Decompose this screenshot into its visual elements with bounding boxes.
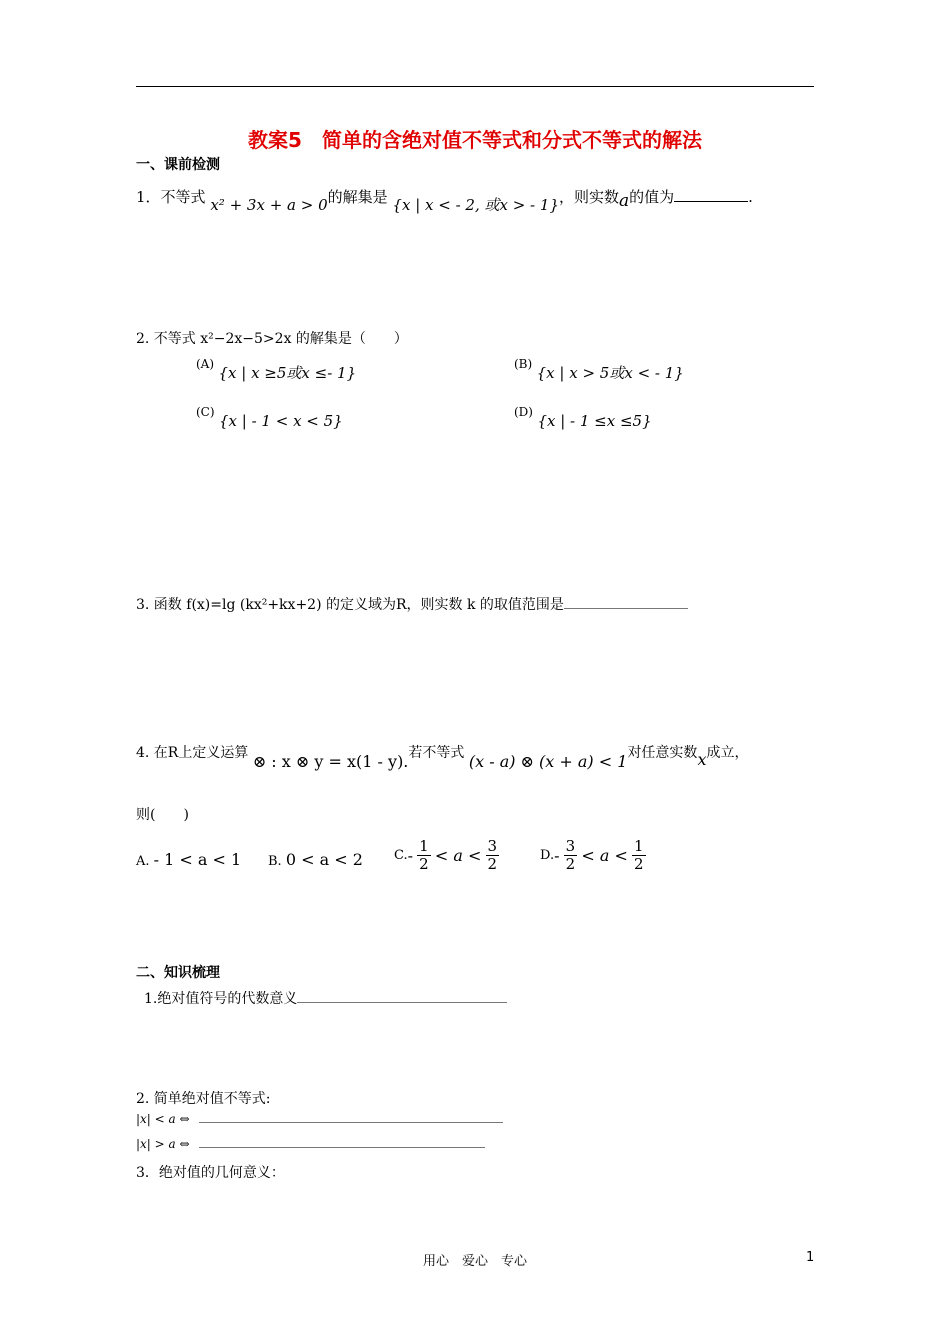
question-4	[136, 742, 749, 771]
q2-option-c-label: (C)	[196, 405, 215, 419]
q4-option-c-f2-num: 3	[487, 837, 498, 855]
q1-pre: 不等式	[160, 188, 206, 206]
q1-var: a	[619, 191, 630, 211]
q4-option-c-fraction-2	[486, 838, 500, 873]
knowledge-item-1-text: 1.绝对值符号的代数意义	[144, 991, 298, 1007]
q4-mid: 若不等式	[408, 745, 465, 761]
q3-answer-blank[interactable]	[564, 608, 688, 609]
q2-option-b-label: (B)	[514, 357, 533, 371]
q4-option-d-f2-den: 2	[634, 855, 644, 873]
abs-greater-than-blank[interactable]	[199, 1147, 485, 1148]
q4-option-c-f1-num: 1	[419, 837, 429, 855]
q4-var: x	[697, 750, 707, 769]
page-title: 教案5 简单的含绝对值不等式和分式不等式的解法	[248, 128, 702, 152]
q4-option-c-fraction-1	[417, 838, 431, 873]
abs-greater-than-text: |x| > a ⇔	[136, 1137, 190, 1151]
q4-option-d-mid: < a <	[581, 846, 628, 865]
q2-option-d[interactable]	[514, 402, 652, 430]
q4-option-a-label: A.	[136, 854, 150, 869]
q1-number: 1．	[136, 188, 161, 206]
question-2-stem: 2. 不等式 x²−2x−5>2x 的解集是（ ）	[136, 331, 408, 347]
q4-option-d[interactable]	[540, 838, 646, 873]
knowledge-item-1	[144, 988, 507, 1008]
q4-option-a-text: - 1 < a < 1	[153, 850, 242, 869]
knowledge-item-3: 3．绝对值的几何意义：	[136, 1165, 285, 1181]
q4-option-d-f1-den: 2	[565, 855, 576, 873]
q1-mid: 的解集是	[327, 188, 388, 206]
section-heading-knowledge: 二、知识梳理	[136, 965, 220, 981]
q4-inequality: (x - a) ⊗ (x + a) < 1	[468, 752, 628, 771]
q2-option-b-text: {x | x > 5或x < - 1}	[536, 364, 684, 382]
q4-option-b-label: B.	[268, 854, 282, 869]
q4-option-c-minus: -	[407, 846, 414, 865]
q4-answer-prompt: 则( )	[136, 807, 189, 823]
q4-option-d-f2-num: 1	[634, 837, 644, 855]
q2-option-c-text: {x | - 1 < x < 5}	[219, 412, 343, 430]
question-1	[136, 186, 753, 214]
q4-option-d-label: D.	[540, 848, 555, 863]
q1-answer-blank[interactable]	[674, 201, 748, 202]
q4-option-a[interactable]	[136, 850, 241, 869]
section-heading-pre-check: 一、课前检测	[136, 157, 220, 173]
q1-tail: 的值为	[629, 188, 675, 206]
q2-option-b[interactable]	[514, 352, 684, 382]
q4-option-c-f1-den: 2	[419, 855, 429, 873]
q1-inequality: x² + 3x + a > 0	[210, 196, 328, 214]
q2-option-d-label: (D)	[514, 405, 533, 419]
q4-option-c-label: C.	[394, 848, 408, 863]
q1-solution-set: {x | x < - 2, 或x > - 1}	[392, 196, 559, 214]
footer-motto: 用心 爱心 专心	[422, 1254, 527, 1269]
q1-post: ，则实数	[558, 188, 619, 206]
q4-option-b[interactable]	[268, 850, 363, 869]
q2-option-a-label: (A)	[196, 357, 215, 371]
header-rule	[136, 86, 814, 87]
q3-stem: 3. 函数 f(x)=lg (kx²+kx+2) 的定义域为R，则实数 k 的取值范围是	[136, 597, 564, 613]
abs-less-than-text: |x| < a ⇔	[136, 1112, 190, 1126]
q4-tail: 成立，	[706, 745, 749, 761]
q4-option-c-mid: < a <	[434, 846, 482, 865]
q2-option-a[interactable]	[196, 352, 357, 382]
q4-pre: 4. 在R上定义运算	[136, 745, 249, 761]
page-number: 1	[806, 1250, 815, 1265]
q4-option-d-fraction-2	[632, 838, 646, 873]
question-3	[136, 594, 688, 614]
q2-option-a-text: {x | x ≥5或x ≤- 1}	[218, 364, 357, 382]
q4-option-b-text: 0 < a < 2	[285, 850, 363, 869]
q4-option-d-fraction-1	[564, 838, 578, 873]
q4-operation: ⊗ : x ⊗ y = x(1 - y).	[252, 752, 409, 771]
q4-option-c-f2-den: 2	[487, 855, 498, 873]
knowledge-item-2: 2. 简单绝对值不等式:	[136, 1091, 271, 1107]
knowledge-item-1-blank[interactable]	[297, 1002, 507, 1003]
abs-greater-than	[136, 1137, 485, 1151]
q1-end: .	[748, 188, 753, 206]
q4-option-d-f1-num: 3	[565, 837, 576, 855]
abs-less-than-blank[interactable]	[199, 1122, 503, 1123]
q4-option-c[interactable]	[394, 838, 499, 873]
q2-option-c[interactable]	[196, 402, 343, 430]
q4-option-d-minus: -	[554, 846, 560, 865]
abs-less-than	[136, 1112, 503, 1126]
q4-post: 对任意实数	[627, 745, 698, 761]
q2-option-d-text: {x | - 1 ≤x ≤5}	[537, 412, 652, 430]
